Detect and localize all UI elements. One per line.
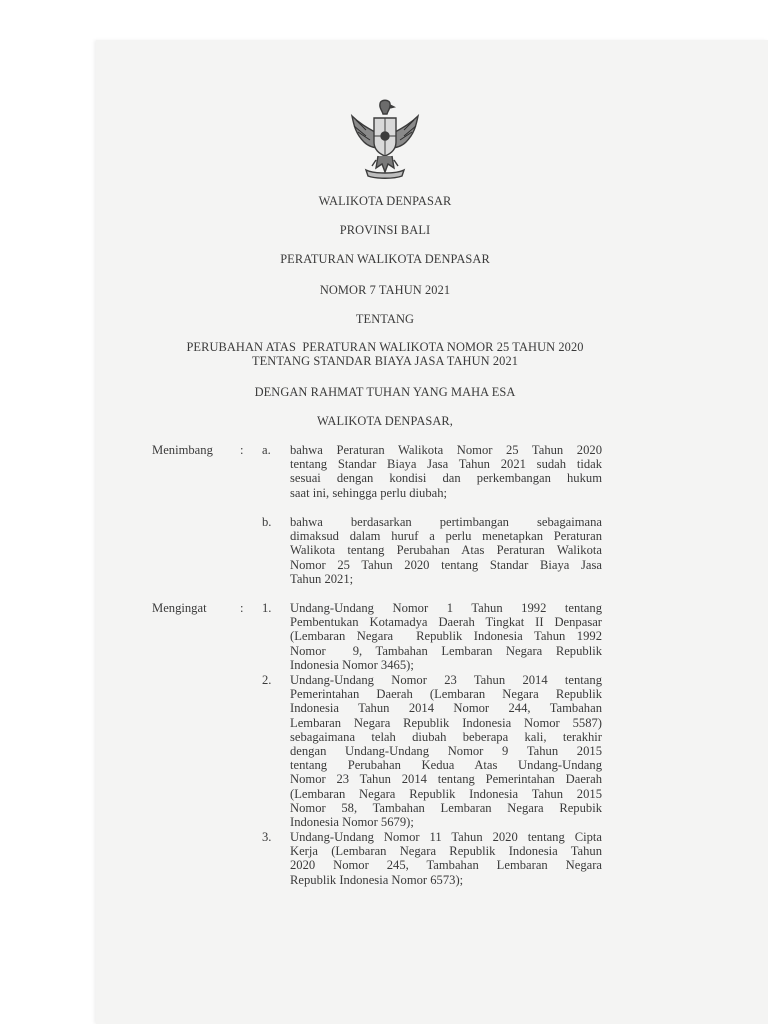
text-line: Tahun 2021; xyxy=(290,571,354,586)
text-line: (Lembaran Negara Republik Indonesia Tahun 2015 xyxy=(290,786,602,801)
text-line: sebagaimana telah diubah beberapa kali, terakhir xyxy=(290,729,602,744)
text-line: Republik Indonesia Nomor 6573); xyxy=(290,872,464,887)
regulation-type: PERATURAN WALIKOTA DENPASAR xyxy=(280,252,490,266)
menimbang-label: Menimbang xyxy=(152,443,213,457)
text-line: Indonesia Nomor 3465); xyxy=(290,657,414,672)
text-line: Nomor 9, Tambahan Lembaran Negara Republik xyxy=(290,643,602,658)
blessing-line: DENGAN RAHMAT TUHAN YANG MAHA ESA xyxy=(254,385,516,399)
menimbang-item-marker: b. xyxy=(262,515,272,529)
regulation-number: NOMOR 7 TAHUN 2021 xyxy=(319,283,451,297)
text-line: dengan Undang-Undang Nomor 9 Tahun 2015 xyxy=(290,744,602,759)
text-line: Lembaran Negara Republik Indonesia Nomor 5587) xyxy=(290,715,602,730)
province-name: PROVINSI BALI xyxy=(339,223,431,237)
institution-name: WALIKOTA DENPASAR xyxy=(318,194,452,208)
mengingat-item-marker: 1. xyxy=(262,601,272,615)
mengingat-item-2 xyxy=(290,673,602,829)
text-line: tentang Perubahan Kedua Atas Undang-Undang xyxy=(290,758,602,773)
mengingat-item-1 xyxy=(290,601,602,672)
text-line: dimaksud dalam huruf a perlu menetapkan Peraturan xyxy=(290,529,602,544)
menimbang-item-b xyxy=(290,515,602,586)
text-line: Nomor 25 Tahun 2020 tentang Standar Biaya Jasa xyxy=(290,557,602,572)
mengingat-label: Mengingat xyxy=(152,601,207,615)
text-line: Kerja (Lembaran Negara Republik Indonesia Tahun xyxy=(290,844,602,859)
text-line: 2020 Nomor 245, Tambahan Lembaran Negara xyxy=(290,858,602,873)
mengingat-colon: : xyxy=(240,601,244,615)
text-line: sesuai dengan kondisi dan perkembangan hukum xyxy=(290,471,602,486)
text-line: Indonesia Nomor 5679); xyxy=(290,815,414,830)
text-line: Undang-Undang Nomor 11 Tahun 2020 tentang Cipta xyxy=(290,830,602,844)
mengingat-item-3 xyxy=(290,830,602,887)
text-line: Walikota tentang Perubahan Atas Peraturan Walikota xyxy=(290,543,602,558)
text-line: Nomor 58, Tambahan Lembaran Negara Repubik xyxy=(290,800,602,815)
regulation-title-line-1: PERUBAHAN ATAS PERATURAN WALIKOTA NOMOR 25 TAHUN 2020 xyxy=(186,340,584,354)
text-line: Pembentukan Kotamadya Daerah Tingkat II Denpasar xyxy=(290,615,602,630)
text-line: Nomor 23 Tahun 2014 tentang Pemerintahan Daerah xyxy=(290,772,602,787)
regulation-title-line-2: TENTANG STANDAR BIAYA JASA TAHUN 2021 xyxy=(251,354,519,368)
text-line: tentang Standar Biaya Jasa Tahun 2021 sudah tidak xyxy=(290,457,602,472)
text-line: Undang-Undang Nomor 23 Tahun 2014 tentang xyxy=(290,673,602,687)
text-line: bahwa berdasarkan pertimbangan sebagaimana xyxy=(290,515,602,529)
mengingat-item-marker: 2. xyxy=(262,673,272,687)
text-line: saat ini, sehingga perlu diubah; xyxy=(290,485,448,500)
menimbang-colon: : xyxy=(240,443,244,457)
text-line: (Lembaran Negara Republik Indonesia Tahun 1992 xyxy=(290,629,602,644)
text-line: Undang-Undang Nomor 1 Tahun 1992 tentang xyxy=(290,601,602,615)
mengingat-item-marker: 3. xyxy=(262,830,272,844)
text-line: bahwa Peraturan Walikota Nomor 25 Tahun 2020 xyxy=(290,443,602,457)
text-line: Indonesia Tahun 2014 Nomor 244, Tambahan xyxy=(290,701,602,716)
garuda-emblem-icon xyxy=(346,96,424,182)
text-line: Pemerintahan Daerah (Lembaran Negara Republik xyxy=(290,687,602,702)
about-heading: TENTANG xyxy=(355,312,415,326)
issuer-line: WALIKOTA DENPASAR, xyxy=(317,414,453,428)
menimbang-item-a xyxy=(290,443,602,500)
menimbang-item-marker: a. xyxy=(262,443,271,457)
